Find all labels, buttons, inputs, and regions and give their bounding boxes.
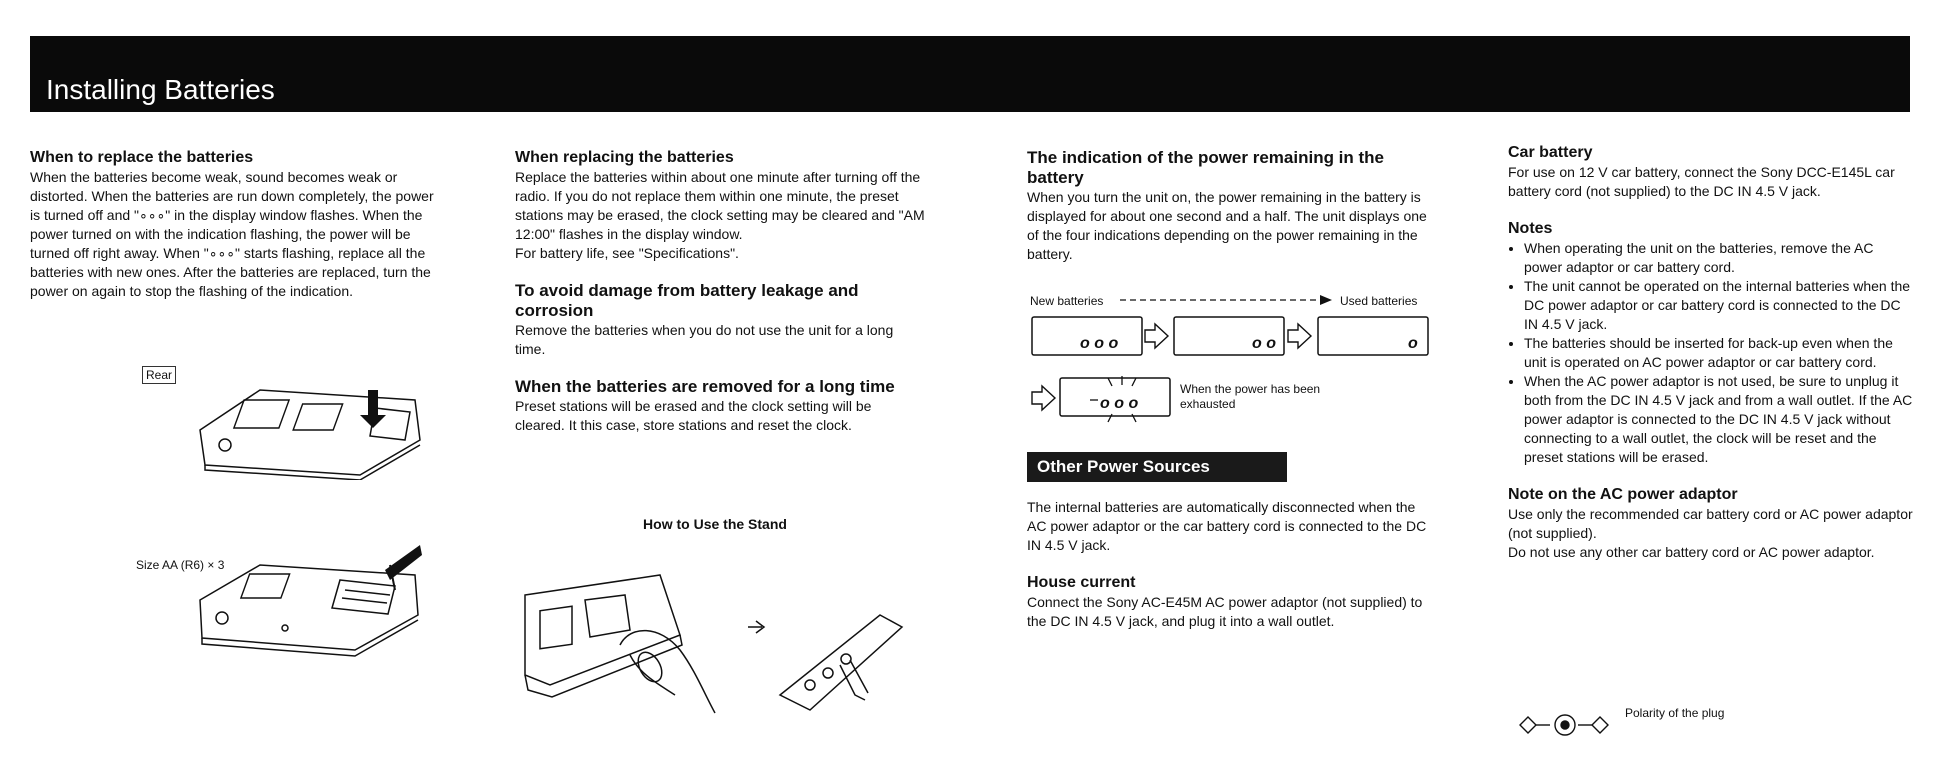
column-power-indication bbox=[1027, 148, 1427, 264]
arrow-right-icon bbox=[1032, 386, 1055, 410]
polarity-label: Polarity of the plug bbox=[1625, 706, 1725, 720]
column-replace-batteries bbox=[30, 148, 440, 301]
text-when-replacing: Replace the batteries within about one minute after turning off the radio. If you do not replace them within one minute, the preset stations may be erased, the clock setting may be cleared and "AM 12:00" flashes in the display window. bbox=[515, 169, 925, 242]
column-car-battery-notes bbox=[1508, 143, 1913, 562]
arrow-right-icon bbox=[1145, 324, 1168, 348]
radio-rear-illustration bbox=[190, 370, 430, 480]
note-item: • The batteries should be inserted for back-up even when the unit is operated on AC power adaptor or car battery cord. bbox=[1524, 334, 1913, 372]
page-title: Installing Batteries bbox=[46, 74, 275, 105]
notes-list bbox=[1508, 239, 1913, 467]
text-ac-adaptor-note-2: Do not use any other car battery cord or AC power adaptor. bbox=[1508, 544, 1875, 560]
note-item: • The unit cannot be operated on the internal batteries when the DC power adaptor or car battery cord is connected to the DC IN 4.5 V jack. bbox=[1524, 277, 1913, 334]
heading-removed-long-time: When the batteries are removed for a long time bbox=[515, 377, 895, 396]
header-bar bbox=[30, 36, 1910, 112]
text-ac-adaptor-note-1: Use only the recommended car battery cord or AC power adaptor (not supplied). bbox=[1508, 506, 1913, 541]
heading-car-battery: Car battery bbox=[1508, 144, 1593, 161]
note-item: • When the AC power adaptor is not used, be sure to unplug it both from the DC IN 4.5 V jack and from a wall outlet. If the AC power adaptor is connected to the DC IN 4.5 V jack without connecting to a wall outlet, the clock will be reset and the preset stations will be erased. bbox=[1524, 372, 1913, 467]
heading-ac-adaptor-note: Note on the AC power adaptor bbox=[1508, 486, 1738, 503]
heading-power-remaining: The indication of the power remaining in the battery bbox=[1027, 148, 1385, 187]
rear-label: Rear bbox=[142, 366, 176, 384]
text-battery-life: For battery life, see "Specifications". bbox=[515, 245, 739, 261]
battery-size-label: Size AA (R6) × 3 bbox=[136, 558, 225, 572]
plug-polarity-icon bbox=[1510, 700, 1630, 750]
svg-text:o o o: o o o bbox=[1100, 395, 1139, 412]
text-when-to-replace: When the batteries become weak, sound becomes weak or distorted. When the batteries are run down completely, the power is turned off and "∘∘∘" in the display window flashes. When the power turned on with the indication flashing, the power will be turned off right away. When "∘∘∘" starts flashing, replace all the batteries with new ones. After the batteries are replaced, turn the power on again to stop the flashing of the indication. bbox=[30, 169, 434, 299]
heading-notes: Notes bbox=[1508, 220, 1553, 237]
column-battery-care bbox=[515, 148, 925, 435]
used-batteries-label: Used batteries bbox=[1340, 294, 1418, 308]
text-power-remaining: When you turn the unit on, the power remaining in the battery is displayed for about one second and a half. The unit displays one of the four indications depending on the power remaining in the battery. bbox=[1027, 189, 1427, 262]
heading-when-to-replace: When to replace the batteries bbox=[30, 149, 254, 166]
text-car-battery: For use on 12 V car battery, connect the Sony DCC-E145L car battery cord (not supplied) to the DC IN 4.5 V jack. bbox=[1508, 164, 1895, 199]
arrow-right-icon bbox=[1288, 324, 1311, 348]
heading-house-current: House current bbox=[1027, 574, 1136, 591]
section-title-other-power: Other Power Sources bbox=[1027, 452, 1287, 482]
battery-insert-illustration bbox=[190, 540, 430, 660]
svg-text:o o: o o bbox=[1252, 335, 1276, 352]
column-other-power bbox=[1027, 498, 1427, 631]
exhausted-label: When the power has been exhausted bbox=[1180, 382, 1321, 411]
svg-text:o o o: o o o bbox=[1080, 335, 1119, 352]
stand-usage-illustration bbox=[510, 555, 940, 715]
heading-avoid-leakage: To avoid damage from battery leakage and corrosion bbox=[515, 281, 859, 320]
text-removed-long-time: Preset stations will be erased and the clock setting will be cleared. It this case, store stations and reset the clock. bbox=[515, 398, 872, 433]
stand-title: How to Use the Stand bbox=[643, 516, 787, 532]
text-house-current: Connect the Sony AC-E45M AC power adaptor (not supplied) to the DC IN 4.5 V jack, and plug it into a wall outlet. bbox=[1027, 594, 1423, 629]
new-batteries-label: New batteries bbox=[1030, 294, 1104, 308]
heading-when-replacing: When replacing the batteries bbox=[515, 149, 734, 166]
svg-text:o: o bbox=[1408, 335, 1418, 352]
arrow-head-icon bbox=[1320, 295, 1332, 305]
note-item: • When operating the unit on the batteries, remove the AC power adaptor or car battery cord. bbox=[1524, 239, 1913, 277]
text-avoid-leakage: Remove the batteries when you do not use the unit for a long time. bbox=[515, 322, 894, 357]
text-auto-disconnect: The internal batteries are automatically disconnected when the AC power adaptor or the car battery cord is connected to the DC IN 4.5 V jack. bbox=[1027, 499, 1427, 553]
